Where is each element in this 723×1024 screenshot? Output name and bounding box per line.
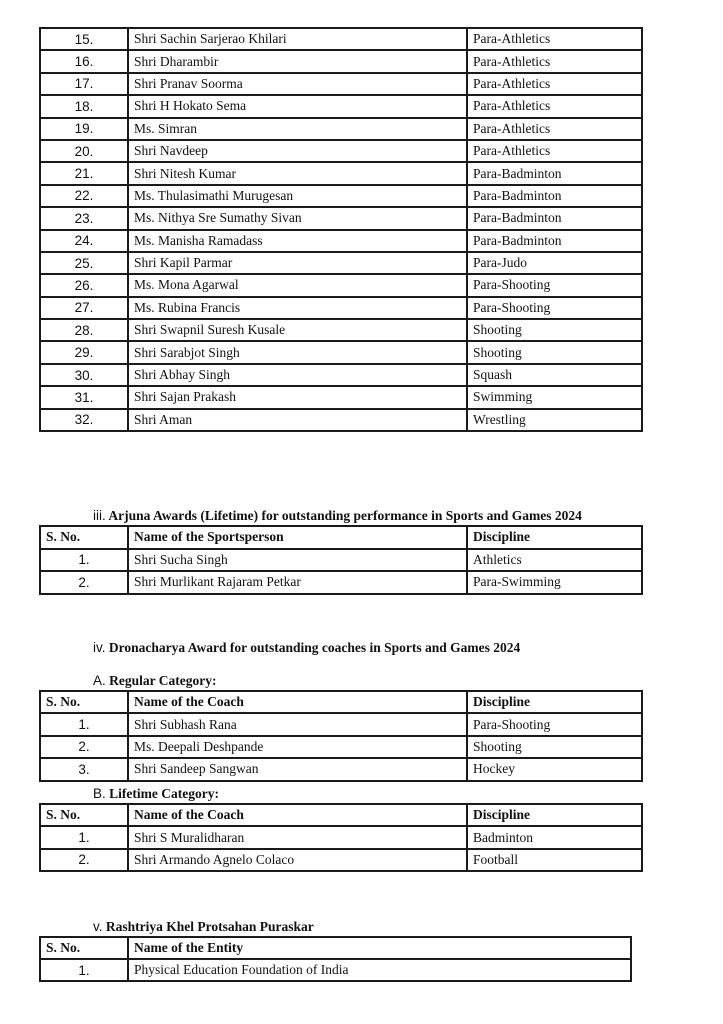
section-v-title: Rashtriya Khel Protsahan Puraskar [105, 919, 314, 934]
cell-entity: Physical Education Foundation of India [128, 959, 631, 981]
table-row [40, 826, 642, 848]
regular-category-heading [93, 673, 217, 689]
regular-category-title: Regular Category: [109, 673, 217, 688]
cell-discipline: Squash [467, 364, 642, 386]
section-iii-numeral: iii. [93, 508, 106, 523]
table-row [40, 341, 642, 363]
table-row [40, 409, 642, 431]
table-row [40, 162, 642, 184]
cell-discipline: Para-Badminton [467, 230, 642, 252]
cell-sno: 1. [40, 826, 128, 848]
cell-discipline: Shooting [467, 319, 642, 341]
cell-discipline: Para-Swimming [467, 571, 642, 594]
cell-name: Shri H Hokato Sema [128, 95, 467, 117]
header-sno: S. No. [40, 937, 128, 959]
section-iii-heading [93, 508, 582, 524]
cell-name: Shri Sandeep Sangwan [128, 758, 467, 780]
cell-sno: 23. [40, 207, 128, 229]
dronacharya-lifetime-table [39, 803, 643, 872]
lifetime-category-title: Lifetime Category: [109, 786, 219, 801]
table-row [40, 252, 642, 274]
cell-sno: 24. [40, 230, 128, 252]
cell-discipline: Para-Athletics [467, 95, 642, 117]
table-row [40, 297, 642, 319]
cell-discipline: Para-Badminton [467, 207, 642, 229]
cell-discipline: Shooting [467, 736, 642, 758]
cell-sno: 1. [40, 713, 128, 735]
cell-discipline: Para-Athletics [467, 28, 642, 50]
cell-sno: 32. [40, 409, 128, 431]
lifetime-category-heading [93, 786, 219, 802]
section-iii-title: Arjuna Awards (Lifetime) for outstanding performance in Sports and Games 2024 [108, 508, 582, 523]
cell-name: Shri Murlikant Rajaram Petkar [128, 571, 467, 594]
section-iv-numeral: iv. [93, 640, 106, 655]
table-row [40, 571, 642, 594]
regular-category-letter: A. [93, 673, 106, 688]
cell-name: Shri Nitesh Kumar [128, 162, 467, 184]
table-row [40, 364, 642, 386]
cell-discipline: Shooting [467, 341, 642, 363]
cell-name: Ms. Simran [128, 118, 467, 140]
cell-discipline: Badminton [467, 826, 642, 848]
cell-discipline: Hockey [467, 758, 642, 780]
header-discipline: Discipline [467, 804, 642, 826]
cell-discipline: Para-Shooting [467, 713, 642, 735]
cell-discipline: Para-Shooting [467, 297, 642, 319]
cell-name: Shri Sarabjot Singh [128, 341, 467, 363]
table-row [40, 73, 642, 95]
cell-name: Ms. Manisha Ramadass [128, 230, 467, 252]
cell-sno: 19. [40, 118, 128, 140]
dronacharya-regular-table [39, 690, 643, 782]
header-sno: S. No. [40, 691, 128, 713]
section-iv-title: Dronacharya Award for outstanding coaches in Sports and Games 2024 [108, 640, 521, 655]
header-name: Name of the Coach [128, 691, 467, 713]
table-header-row [40, 526, 642, 549]
cell-sno: 18. [40, 95, 128, 117]
cell-discipline: Athletics [467, 549, 642, 572]
cell-name: Shri Pranav Soorma [128, 73, 467, 95]
cell-discipline: Para-Shooting [467, 274, 642, 296]
header-sno: S. No. [40, 804, 128, 826]
cell-sno: 31. [40, 386, 128, 408]
cell-name: Shri Armando Agnelo Colaco [128, 849, 467, 871]
cell-discipline: Swimming [467, 386, 642, 408]
cell-name: Ms. Nithya Sre Sumathy Sivan [128, 207, 467, 229]
table-header-row [40, 691, 642, 713]
table-row [40, 95, 642, 117]
section-v-heading [93, 919, 314, 935]
lifetime-category-letter: B. [93, 786, 106, 801]
cell-sno: 16. [40, 50, 128, 72]
cell-discipline: Para-Athletics [467, 50, 642, 72]
table-row [40, 28, 642, 50]
table-header-row [40, 937, 631, 959]
cell-sno: 25. [40, 252, 128, 274]
cell-discipline: Para-Badminton [467, 185, 642, 207]
cell-name: Shri S Muralidharan [128, 826, 467, 848]
table-row [40, 319, 642, 341]
section-v-numeral: v. [93, 919, 103, 934]
cell-sno: 27. [40, 297, 128, 319]
cell-sno: 1. [40, 959, 128, 981]
table-row [40, 230, 642, 252]
cell-sno: 30. [40, 364, 128, 386]
cell-discipline: Para-Athletics [467, 118, 642, 140]
table-row [40, 185, 642, 207]
cell-name: Shri Subhash Rana [128, 713, 467, 735]
table-row [40, 959, 631, 981]
cell-name: Ms. Thulasimathi Murugesan [128, 185, 467, 207]
table-row [40, 849, 642, 871]
cell-discipline: Para-Badminton [467, 162, 642, 184]
cell-discipline: Para-Athletics [467, 73, 642, 95]
cell-name: Shri Kapil Parmar [128, 252, 467, 274]
cell-sno: 2. [40, 736, 128, 758]
table-row [40, 549, 642, 572]
header-discipline: Discipline [467, 526, 642, 549]
cell-sno: 17. [40, 73, 128, 95]
header-discipline: Discipline [467, 691, 642, 713]
cell-sno: 15. [40, 28, 128, 50]
cell-sno: 29. [40, 341, 128, 363]
cell-sno: 22. [40, 185, 128, 207]
cell-sno: 2. [40, 571, 128, 594]
cell-name: Shri Aman [128, 409, 467, 431]
table-row [40, 386, 642, 408]
cell-discipline: Football [467, 849, 642, 871]
cell-name: Shri Abhay Singh [128, 364, 467, 386]
cell-name: Shri Swapnil Suresh Kusale [128, 319, 467, 341]
cell-sno: 21. [40, 162, 128, 184]
table-row [40, 713, 642, 735]
cell-sno: 1. [40, 549, 128, 572]
table-row [40, 758, 642, 780]
cell-sno: 20. [40, 140, 128, 162]
header-entity: Name of the Entity [128, 937, 631, 959]
table-row [40, 274, 642, 296]
cell-sno: 2. [40, 849, 128, 871]
cell-discipline: Wrestling [467, 409, 642, 431]
table-row [40, 736, 642, 758]
khel-protsahan-table [39, 936, 632, 982]
table-row [40, 140, 642, 162]
cell-name: Shri Sachin Sarjerao Khilari [128, 28, 467, 50]
awardees-table-continued [39, 27, 643, 432]
cell-name: Shri Navdeep [128, 140, 467, 162]
header-name: Name of the Coach [128, 804, 467, 826]
cell-discipline: Para-Judo [467, 252, 642, 274]
cell-name: Shri Sajan Prakash [128, 386, 467, 408]
cell-sno: 3. [40, 758, 128, 780]
cell-name: Ms. Rubina Francis [128, 297, 467, 319]
table-header-row [40, 804, 642, 826]
table-row [40, 118, 642, 140]
header-sno: S. No. [40, 526, 128, 549]
table-row [40, 207, 642, 229]
cell-name: Shri Sucha Singh [128, 549, 467, 572]
cell-sno: 28. [40, 319, 128, 341]
arjuna-lifetime-table [39, 525, 643, 595]
cell-discipline: Para-Athletics [467, 140, 642, 162]
cell-name: Ms. Deepali Deshpande [128, 736, 467, 758]
cell-name: Shri Dharambir [128, 50, 467, 72]
section-iv-heading [93, 640, 520, 656]
cell-sno: 26. [40, 274, 128, 296]
table-row [40, 50, 642, 72]
cell-name: Ms. Mona Agarwal [128, 274, 467, 296]
header-name: Name of the Sportsperson [128, 526, 467, 549]
